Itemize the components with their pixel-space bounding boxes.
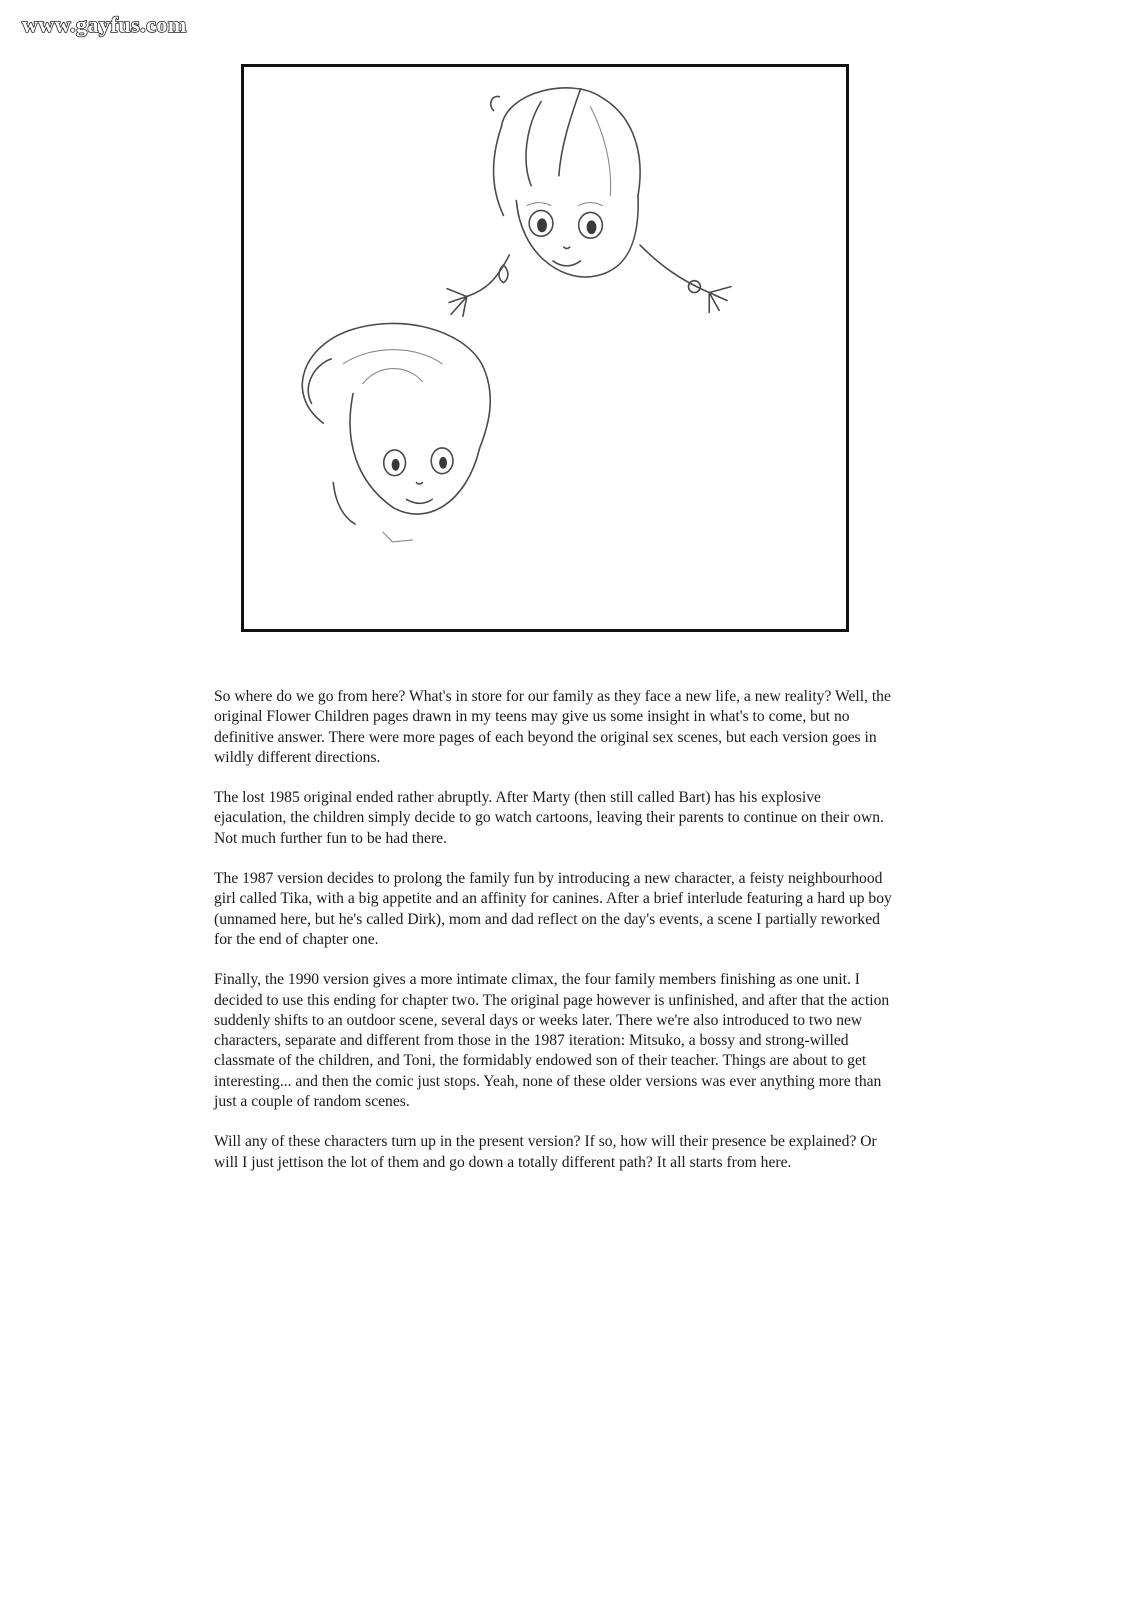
sketch-girl-with-pigtails	[447, 88, 731, 317]
pencil-sketch-heads	[244, 67, 846, 629]
paragraph-1990-version: Finally, the 1990 version gives a more intimate climax, the four family members finishing as one unit. I decided to use this ending for chapter two. The original page however is unfinished, and after that the action suddenly shifts to an outdoor scene, several days or weeks later. There we're also introduced to two new characters, separate and different from those in the 1987 iteration: Mitsuko, a bossy and strong-willed classmate of the children, and Toni, the formidably endowed son of their teacher. Things are about to get interesting... and then the comic just stops. Yeah, none of these older versions was ever anything more than just a couple of random scenes.	[214, 971, 890, 1111]
paragraph-1985-version: The lost 1985 original ended rather abruptly. After Marty (then still called Bart) has his explosive ejaculation, the children simply decide to go watch cartoons, leaving their parents to continue on their own. Not much further fun to be had there.	[214, 789, 884, 847]
paragraph-intro: So where do we go from here? What's in store for our family as they face a new life, a new reality? Well, the original Flower Children pages drawn in my teens may give us some insight in what's to come, but no definitive answer. There were more pages of each beyond the original sex scenes, but each version goes in wildly different directions.	[214, 688, 891, 766]
site-watermark: www.gayfus.com	[22, 12, 187, 37]
sketch-illustration-frame	[241, 64, 849, 632]
paragraph-closing: Will any of these characters turn up in the present version? If so, how will their presence be explained? Or will I just jettison the lot of them and go down a totally different path? It all starts from here.	[214, 1133, 877, 1171]
sketch-boy-head	[302, 323, 490, 541]
paragraph-1987-version: The 1987 version decides to prolong the family fun by introducing a new character, a feisty neighbourhood girl called Tika, with a big appetite and an affinity for canines. After a brief interlude featuring a hard up boy (unnamed here, but he's called Dirk), mom and dad reflect on the day's events, a scene I partially reworked for the end of chapter one.	[214, 870, 892, 948]
article-text	[214, 687, 894, 1193]
